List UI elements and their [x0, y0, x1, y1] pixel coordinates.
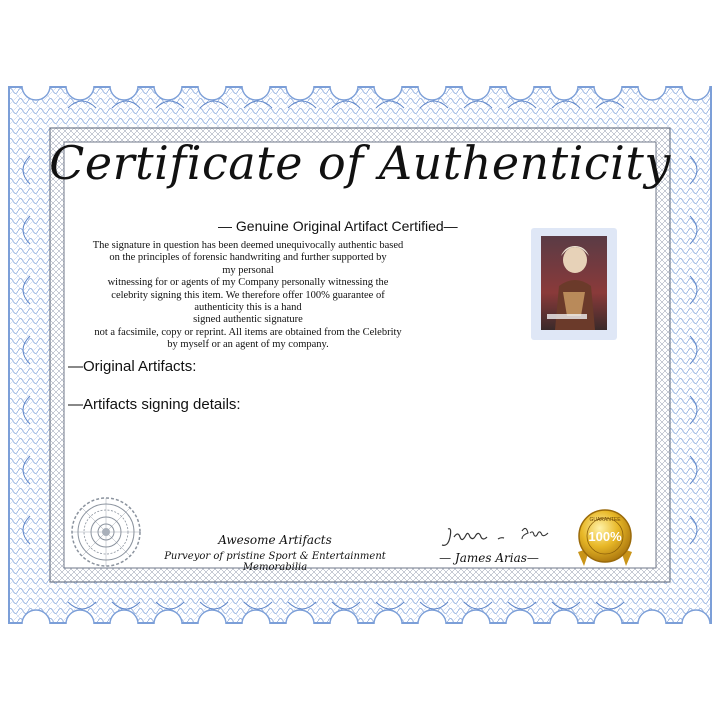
statement-line: not a facsimile, copy or reprint. All items are obtained from the Celebrity — [94, 326, 402, 338]
certificate-subtitle: — Genuine Original Artifact Certified— — [218, 218, 458, 234]
statement-line: on the principles of forensic handwriting and further supported by — [109, 252, 387, 264]
gold-seal-ring-text: GUARANTEE — [589, 517, 621, 523]
embossed-seal-icon — [70, 496, 142, 568]
company-tagline: Purveyor of pristine Sport & Entertainment Memorabilia — [164, 551, 386, 573]
statement-line: witnessing for or agents of my Company personally witnessing the — [107, 277, 389, 289]
statement-line: by myself or an agent of my company. — [167, 339, 329, 351]
gold-seal-percent: 100% — [588, 529, 622, 544]
signing-details-label: —Artifacts signing details: — [68, 396, 241, 413]
statement-line: The signature in question has been deemed unequivocally authentic based — [92, 240, 404, 251]
statement-line: authenticity this is a hand — [194, 302, 302, 314]
statement-line: signed authentic signature — [193, 314, 303, 326]
company-block — [150, 533, 400, 573]
authenticity-statement — [72, 240, 424, 352]
company-name: Awesome Artifacts — [218, 533, 332, 547]
statement-line: celebrity signing this item. We therefore offer 100% guarantee of — [111, 289, 385, 301]
handwritten-signature — [438, 523, 562, 553]
gold-guarantee-seal-icon — [570, 508, 640, 570]
statement-line: my personal — [222, 264, 274, 276]
original-artifacts-label: —Original Artifacts: — [68, 358, 197, 375]
certificate-title: Certificate of Authenticity — [49, 136, 671, 190]
celebrity-photo — [541, 236, 607, 330]
signer-name: — James Arias— — [439, 551, 539, 565]
